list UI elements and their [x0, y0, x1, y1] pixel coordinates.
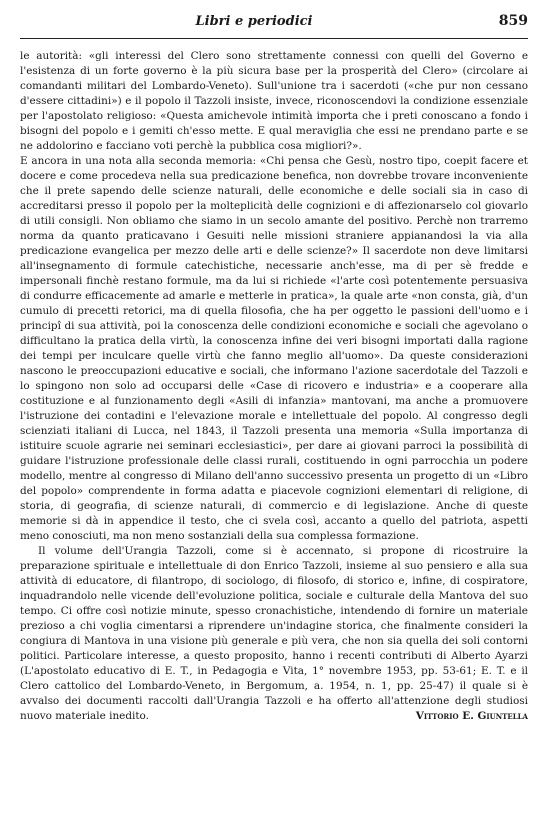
paragraph-1: le autorità: «gli interessi del Clero sono strettamente connessi con quelli del Governo e l'esistenza di un forte governo è la più sicura base per la prosperità del Clero» (circolare ai comandanti militari del Lombardo-Veneto). Sull'unione tra i sacerdoti («che pur non cessano d'essere cittadini») e il popolo il Tazzoli insiste, invece, riconoscendovi la condizione essenziale per l'apostolato religioso: «Questa amichevole intimità importa che i preti conoscano a fondo i bisogni del popolo e i gemiti ch'esso mette. E qual meraviglia che essi ne prendano parte e se ne addolorino e facciano voti perchè la pubblica cosa migliori?». [20, 50, 528, 152]
running-title: Libri e periodici [195, 14, 313, 29]
page-number: 859 [498, 13, 528, 29]
paragraph-2: E ancora in una nota alla seconda memoria: «Chi pensa che Gesù, nostro tipo, coepit facere et docere e come procedeva nella sua predicazione benefica, non dovrebbe trovare inconveniente che il prete sapendo delle scienze naturali, delle economiche e delle sociali sia in caso di accreditarsi presso il popolo per la molteplicità delle cognizioni e di affezionarselo col giovarlo di utili consigli. Non obliamo che siamo in un secolo amante del positivo. Perchè non trarremo norma da quanto praticavano i Gesuiti nelle missioni straniere appianandosi la via alla predicazione evangelica per mezzo delle arti e delle scienze?» Il sacerdote non deve limitarsi all'insegnamento di formule catechistiche, necessarie anch'esse, ma di per sè fredde e impersonali finchè restano formule, ma da lui si richiede «l'arte così potentemente persuasiva di condurre efficacemente ad amarle e metterle in pratica», la quale arte «non consta, già, d'un cumulo di precetti retorici, ma di quella filosofia, che ha per oggetto le passioni dell'uomo e i principî di sua attività, poi la conoscenza delle condizioni economiche e sociali che agevolano o difficultano la pratica della virtù, la conoscenza infine dei veri bisogni importati dalla ragione dei tempi per inculcare quelle virtù che fanno meglio all'uomo». Da queste considerazioni nascono le preoccupazioni educative e sociali, che informano l'azione sacerdotale del Tazzoli e lo spingono non solo ad occuparsi delle «Case di ricovero e industria» e a cooperare alla costituzione e al funzionamento degli «Asili di infanzia» mantovani, ma anche a promuovere l'istruzione dei contadini e l'elevazione morale e intellettuale del popolo. Al congresso degli scienziati italiani di Lucca, nel 1843, il Tazzoli presenta una memoria «Sulla importanza di istituire scuole agrarie nei seminari ecclesiastici», per dare ai giovani parroci la possibilità di guidare l'istruzione professionale delle classi rurali, costituendo in ogni parrocchia un podere modello, mentre al congresso di Milano dell'anno successivo presenta un progetto di un «Libro del popolo» comprendente in forma adatta e piacevole cognizioni elementari di religione, di storia, di geografia, di scienze naturali, di commercio e di legislazione. Anche di queste memorie si dà in appendice il testo, che ci svela così, accanto a quello del patriota, aspetti meno conosciuti, ma non meno sostanziali della sua complessa formazione. [20, 155, 528, 542]
article-body [20, 49, 528, 724]
paragraph-3 [20, 544, 528, 724]
page [20, 12, 528, 724]
page-header [20, 12, 528, 39]
paragraph-3-text: Il volume dell'Urangia Tazzoli, come si è accennato, si propone di ricostruire la preparazione spirituale e intellettuale di don Enrico Tazzoli, insieme al suo pensiero e alla sua attività di educatore, di filantropo, di sociologo, di filosofo, di storico e, infine, di cospiratore, inquadrandolo nelle vicende dell'evoluzione politica, sociale e culturale della Mantova del suo tempo. Ci offre così notizie minute, spesso cronachistiche, intendendo di fornire un materiale prezioso a chi voglia cimentarsi a riprendere un'indagine storica, che finalmente consideri la congiura di Mantova in una visione più generale e più vera, che non sia quella dei soli contorni politici. Particolare interesse, a questo proposito, hanno i recenti contributi di Alberto Ayarzi (L'apostolato educativo di E. T., in Pedagogia e Vita, 1° novembre 1953, pp. 53-61; E. T. e il Clero cattolico del Lombardo-Veneto, in Bergomum, a. 1954, n. 1, pp. 25-47) il quale si è avvalso dei documenti raccolti dall'Urangia Tazzoli e ha offerto all'attenzione degli studiosi nuovo materiale inedito. [20, 545, 528, 722]
author-signature: Vittorio E. Giuntella [415, 710, 528, 722]
